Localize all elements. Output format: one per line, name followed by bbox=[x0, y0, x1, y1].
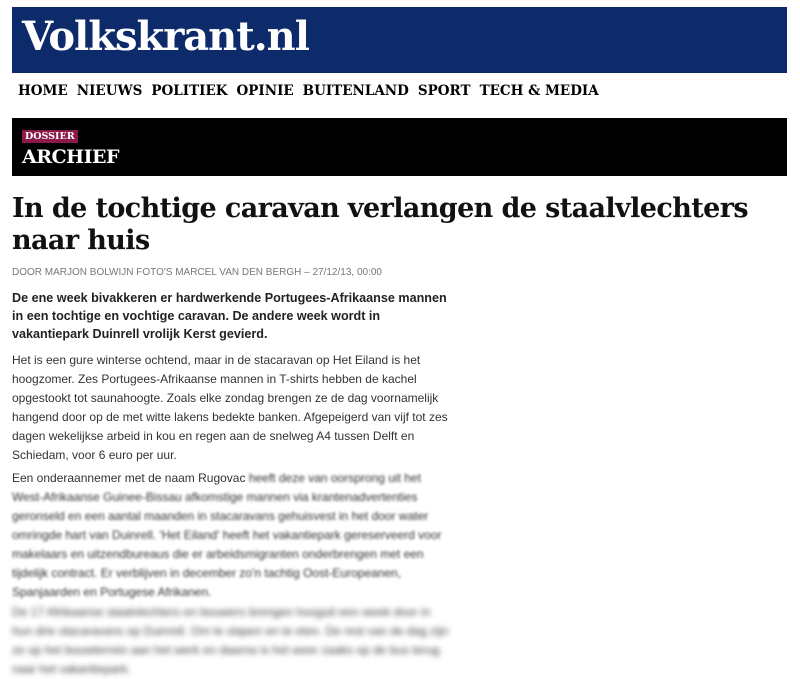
nav-politiek[interactable]: POLITIEK bbox=[151, 83, 228, 99]
article-lead: De ene week bivakkeren er hardwerkende Portugees-Afrikaanse mannen in een tochtige en vochtige caravan. De andere week wordt in vakantiepark Duinrell vrolijk Kerst gevierd. bbox=[12, 291, 447, 341]
article-headline: In de tochtige caravan verlangen de staalvlechters naar huis bbox=[12, 193, 748, 256]
nav-tech-media[interactable]: TECH & MEDIA bbox=[479, 83, 599, 99]
dossier-title[interactable]: ARCHIEF bbox=[22, 146, 119, 168]
nav-nieuws[interactable]: NIEUWS bbox=[76, 83, 143, 99]
nav-sport[interactable]: SPORT bbox=[417, 83, 471, 99]
article-paragraph-3: De 17 Afrikaanse staalvlechters en bouwers brengen hooguit een week door in hun drie stacaravans op Duinrell. Om te slapen en te eten. De rest van de dag zijn ze op het bouwterrein aan het werk en daarna is het weer zaaks op de bus terug naar het vakantiepark. bbox=[12, 605, 449, 676]
masthead bbox=[12, 7, 787, 73]
dossier-banner bbox=[12, 118, 787, 176]
site-logo[interactable]: Volkskrant.nl bbox=[22, 13, 309, 60]
nav-home[interactable]: HOME bbox=[18, 83, 68, 99]
article-paragraph-2 bbox=[12, 469, 452, 602]
article-paragraph-1: Het is een gure winterse ochtend, maar in de stacaravan op Het Eiland is het hoogzomer. Zes Portugees-Afrikaanse mannen in T-shirts hebben de kachel opgestookt tot saunahoogte. Zoals elke zondag brengen ze de dag voornamelijk hangend door op de met witte lakens bedekte banken. Afgepeigerd van vijf tot zes dagen wekelijkse arbeid in kou en regen aan de snelweg A4 tussen Delft en Schiedam, voor 6 euro per uur. bbox=[12, 353, 448, 462]
paragraph-2-blurred: heeft deze van oorsprong uit het West-Afrikaanse Guinee-Bissau afkomstige mannen via krantenadvertenties geronseld en een aantal maanden in stacaravans gehuisvest in het door water omringde hart van Duinrell. 'Het Eiland' heeft het vakantiepark gereserveerd voor makelaars en uitzendbureaus die er arbeidsmigranten onderbrengen met een tijdelijk contract. Er verblijven in december zo'n tachtig Oost-Europeanen, Spanjaarden en Portugese Afrikanen. bbox=[12, 471, 442, 599]
nav-opinie[interactable]: OPINIE bbox=[236, 83, 294, 99]
dossier-tag[interactable]: DOSSIER bbox=[22, 130, 78, 143]
article-byline: DOOR MARJON BOLWIJN FOTO'S MARCEL VAN DEN BERGH – 27/12/13, 00:00 bbox=[12, 267, 382, 278]
main-nav bbox=[18, 83, 608, 101]
paragraph-2-start: Een onderaannemer met de naam Rugovac bbox=[12, 471, 246, 485]
nav-buitenland[interactable]: BUITENLAND bbox=[302, 83, 409, 99]
